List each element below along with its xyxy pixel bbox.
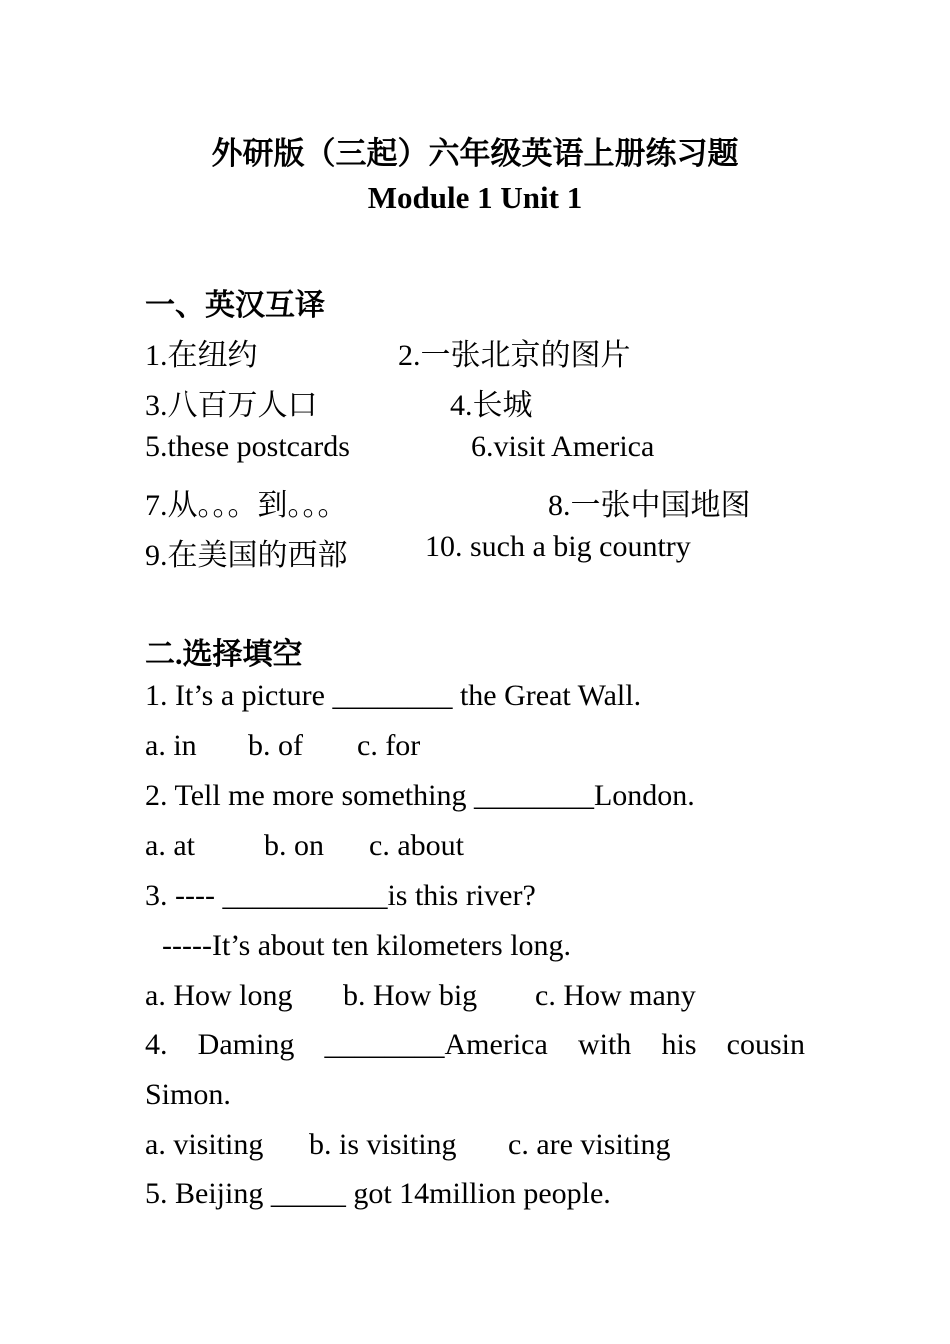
q3-option-a: a. How long (145, 979, 293, 1012)
q2-option-a: a. at (145, 829, 195, 862)
question-5: 5. Beijing _____ got 14million people. (145, 1177, 611, 1210)
question-3: 3. ---- ___________is this river? (145, 879, 536, 912)
q1-option-a: a. in (145, 729, 197, 762)
section2-heading: 二.选择填空 (145, 638, 303, 671)
translation-item-5: 5.these postcards (145, 430, 350, 463)
q3-option-b: b. How big (343, 979, 478, 1012)
translation-item-6: 6.visit America (471, 430, 655, 463)
q1-option-c: c. for (357, 729, 421, 762)
question-3-answer: -----It’s about ten kilometers long. (162, 929, 572, 962)
translation-item-9: 9.在美国的西部 (145, 539, 348, 572)
translation-item-3: 3.八百万人口 (145, 389, 318, 422)
translation-item-7: 7.从。。。到。。。 (145, 489, 348, 522)
question-4-line1: 4. Daming ________America with his cousin (145, 1028, 805, 1061)
translation-item-1: 1.在纽约 (145, 339, 258, 372)
translation-item-8: 8.一张中国地图 (548, 489, 751, 522)
q2-option-b: b. on (264, 829, 324, 862)
q1-option-b: b. of (248, 729, 303, 762)
document-subtitle: Module 1 Unit 1 (367, 180, 583, 215)
translation-item-2: 2.一张北京的图片 (398, 339, 631, 372)
q3-option-c: c. How many (535, 979, 696, 1012)
question-4-line2: Simon. (145, 1078, 231, 1111)
document-title: 外研版（三起）六年级英语上册练习题 (211, 136, 739, 171)
q4-option-a: a. visiting (145, 1128, 264, 1161)
q4-option-c: c. are visiting (508, 1128, 671, 1161)
question-1: 1. It’s a picture ________ the Great Wall. (145, 679, 642, 712)
translation-item-4: 4.长城 (450, 389, 533, 422)
question-2: 2. Tell me more something ________London. (145, 779, 695, 812)
q2-option-c: c. about (369, 829, 464, 862)
translation-item-10: 10. such a big country (425, 530, 691, 563)
q4-option-b: b. is visiting (309, 1128, 457, 1161)
section1-heading: 一、英汉互译 (145, 289, 325, 322)
